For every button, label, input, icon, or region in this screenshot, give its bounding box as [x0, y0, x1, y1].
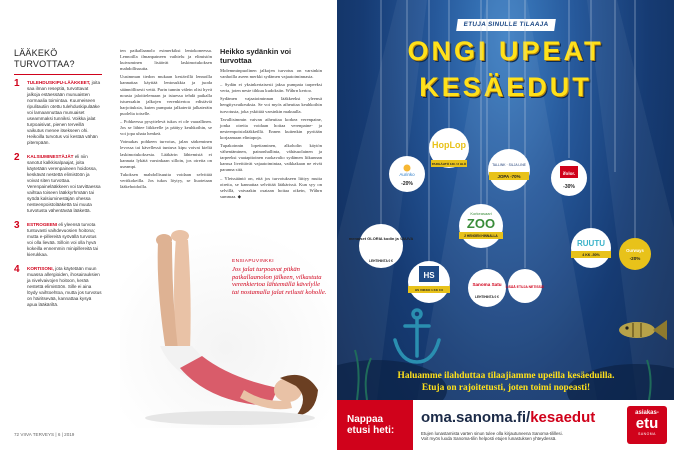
gloria-offer: LEHTIHINTA 0 €	[369, 259, 393, 263]
korkeasaari-bait[interactable]	[459, 204, 503, 248]
ifolor-bait[interactable]	[551, 160, 587, 196]
tip-text: jota käytetään muun muassa allergioiden, ihosairauksien ja nivelvaivojen hoitoon, kerää nestettä elimistöön. Sille ei aina löydy vaihtoehtoa, mutta jos turvotus on häiritsevää, kannattaa kysyä apua lääkäriltä.	[27, 266, 102, 307]
woman-legs-raised-illustration	[120, 228, 332, 428]
satu-name: Sanoma Satu	[472, 282, 502, 287]
sidebar-divider	[14, 74, 102, 75]
aurinko-bait[interactable]	[389, 156, 425, 192]
tip-number: 2	[14, 152, 20, 163]
headline-line-1: ONGI UPEAT	[407, 36, 604, 66]
satu-bait[interactable]	[468, 269, 506, 307]
tip-heading: KORTISONI,	[27, 266, 54, 271]
ruutu-offer: 4 KK -50%	[582, 253, 600, 257]
tip-number: 4	[14, 264, 20, 275]
promo-page	[337, 0, 674, 450]
paragraph: Sydämen vajaatoiminnan lääkkeeksi yleensä hengitysvaikeuksia. Se voi myös aiheuttaa keuhkoihin turvotusta, joka yskittää varsinkin makuulla.	[220, 96, 322, 114]
paragraph: Tupakoinnin lopettaminen, alkoholin käytön vähentäminen, painonhallinta, vähäsuolainen ja tarpeeksi vaatapitoinen ruokavalio sydämen liikunnan kanssa liveittävät vajaatoimintaa, vaikkakaan ne eivät paranna sitä.	[220, 143, 322, 173]
medicine-sidebar	[14, 48, 102, 316]
paragraph: Tukoksen mahdollisuutta voidaan selvittää veritkokeilla. Jos tukos löytyy, se liuotetaan lääkehoidoilla.	[120, 171, 212, 189]
gloria-name: menaiset GLORIA kodin ja VAUVA	[348, 236, 414, 241]
legs-up-photo	[120, 228, 332, 428]
url-host: oma.sanoma.fi/	[421, 409, 531, 426]
headline-line-2: KESÄEDUT	[419, 72, 592, 102]
gloria-bait[interactable]	[349, 224, 414, 268]
fine-print: Etujen lunastamista varten sinun tulee olla kirjautuneena Sanoma-tilillesi. Voit myös luoda Sanoma-tilin helposti etujen lunastuksen yhteydessä.	[421, 431, 563, 442]
ruutu-name: RUUTU	[577, 239, 605, 248]
promo-message	[351, 370, 661, 394]
hoplop-name: HopLop	[432, 140, 466, 150]
hs-offer: HS VIIKKO 1 KK 0 €	[414, 288, 444, 292]
ourways-name: Ourways	[626, 248, 644, 253]
ifolor-name: ifolor.	[562, 171, 576, 176]
paragraph: – Yleissääntö on, että jos turvotukseen liittyy muita oireita, se kannattaa selvittää lääkärissä. Kun syy on selvillä, vaivaakin osataan hoitaa oikein, Wåhrn summaa. ◆	[220, 175, 322, 199]
ifolor-offer: -30%	[563, 184, 575, 190]
fishing-scene	[337, 0, 674, 400]
subscriber-ribbon: ETUJA SINULLE TILAAJA	[456, 19, 556, 31]
section-heading: Heikko sydänkin voi turvottaa	[220, 47, 292, 65]
first-aid-tip	[232, 259, 328, 296]
aurinko-offer: -20%	[401, 181, 413, 187]
tip-2	[14, 154, 102, 214]
satu-offer: LEHTIHINTA 0 €	[475, 295, 499, 299]
tip-label: ENSIAPUVINKKI	[232, 259, 274, 264]
tip-heading: TULEHDUSKIPU-LÄÄKKEET,	[27, 80, 91, 85]
paragraph: – Pohkeessa pysyttelevä tukos ei ole vaarallinen. Jos se lähtee liikkeelle ja päätyy keuhkoihin, se voi jopa uhata henkeä.	[120, 119, 212, 137]
paragraph: Molemminpuolinen jalkojen turvotus on varsinkin vanhoilla aseen merkki sydämen vajaatoiminnasta.	[220, 68, 322, 80]
tallink-offer: JOPA -70%	[497, 174, 521, 179]
promo-line-2: Etuja on rajoitetusti, joten toimi nopeasti!	[421, 383, 591, 393]
promo-footer	[337, 400, 674, 450]
paragraph: Voimakas pohkeen turvotus, jalan särkeminen levossa tai kävellessä tuntuva kipu voivat kieliä laskimotukoksesta. Lääkärin lähtemistä ei kannata lykätä varsinkaan silloin, jos oireita on useampi.	[120, 139, 212, 169]
cta-line-1: Nappaa	[347, 414, 384, 425]
page-folio: 72 VIIVA TERVEYS | 6 | 2019	[14, 432, 75, 437]
tip-heading: KALSIUMINESTÄJÄT	[27, 154, 74, 159]
tip-heading: ESTROGEENI	[27, 222, 58, 227]
fish-icon	[619, 320, 667, 340]
tip-number: 3	[14, 220, 20, 231]
cta-line-2: etusi heti:	[347, 425, 395, 436]
korkeasaari-name: Korkeasaari	[470, 211, 492, 216]
article-column-2	[220, 48, 322, 202]
promo-line-1: Haluamme ilahduttaa tilaajiamme upeilla kesäeduilla.	[397, 371, 615, 381]
paragraph: – Sydän ei yksinkertaisesti jaksa pumpata tarpeeksi verta, joten neste tihkuu kudoksiin. Wåhrn kertoo.	[220, 82, 322, 94]
tip-text: eli niin sanotut kalkkisalpaajat, joita käytetään verenpaineen hoidossa, keskävät nestettä elimistöön ja voivat siten turvottaa. Verenpainelääkkeen voi tarvittaessa vaihtaa toiseen lääkkyrhmään tai syödä kalsiuminestäjän ohessa nesteenpoistolääkettä tai muuta turvotusta vähentävää lääkettä.	[27, 154, 101, 213]
hoplop-bait[interactable]	[429, 128, 469, 168]
more-offers-bait[interactable]	[506, 269, 545, 303]
tallink-bait[interactable]	[488, 149, 530, 191]
tip-4	[14, 266, 102, 308]
asiakasetu-logo: asiakas- etu SANOMA	[627, 406, 667, 444]
hs-name: HS	[423, 271, 435, 280]
tip-1	[14, 80, 102, 146]
tip-number: 1	[14, 78, 20, 89]
sidebar-title: LÄÄKEKÖ TURVOTTAA?	[14, 48, 75, 69]
aurinko-name: Aurinko	[399, 172, 415, 177]
hoplop-offer: PARILÄHTÖ 12€ / 2 HLÖ	[431, 162, 467, 166]
paragraph: Tavallisimmin vaivan aiheuttaa korkea verenpaine, jonka oireita voidaan hoitaa verenpaine- ja nesteenpoistolääkkeillä. Ennen kuitenkin pyritään korjaamaan elintapoja.	[220, 116, 322, 140]
tip-3	[14, 222, 102, 258]
tip-text: joita saa ilman reseptiä, turvottavat jalkoja estäessään munuaisten normaalia toimintaa. Kuumeiseen ripulitautiin otettu tulehduskipulääke voi lamaannuttaa munuaiset useammaksi tunniksi. Voikka jalat turpoaisivat, pienen terveillä vaikutus menee itsekseen ohi. Heikoilla turvotus voi kestää vähän pitempään.	[27, 80, 101, 145]
paragraph: Uusimman tiedon mukaan kestävillä lennoilla kannattaa käyttää lentosukkia ja juoda säännöllisesti vettä. Parin tunnin välein olisi hyvä nousta jaloittelemaan ja istuessa tehdä paikalla istuessakin jalkojen verenkiertoa edistäviä harjoituksia, kuten pumpata jalkateriä jalkateräin puolelta toiselle.	[120, 74, 212, 116]
hs-bait[interactable]	[408, 261, 450, 303]
korkeasaari-zoo: ZOO	[466, 216, 496, 231]
url-path: kesaedut	[530, 409, 596, 426]
more-offers-text: LISÄÄ ETUJA NETISSÄ!	[505, 285, 545, 289]
ruutu-bait[interactable]	[571, 228, 611, 268]
korkeasaari-offer: 2 HENGEN HINNALLA	[464, 234, 498, 238]
tip-text: eli yleensä turvota tuntuvasti vaihdevuosien hoitona; mutta e-pillereitä syövällä turvotus voi olla lievää. Silloin voi olla hyvä kokeilla ennemmin minipillereitä tai kierukkaa.	[27, 222, 98, 257]
ourways-bait[interactable]	[619, 238, 651, 270]
tallink-name: TALLINK · SILJA LINE	[492, 163, 526, 167]
ourways-offer: -20%	[629, 256, 641, 261]
paragraph: ten paikallaanolo esimerkiksi lentokoneessa. Lennoilla ilmanpaineen vaihtelu ja elimistön kuivuminen lisäävät laskimotukoksen mahdollisuutta.	[120, 48, 212, 72]
cta-box	[337, 400, 413, 450]
article-column-1	[120, 48, 212, 192]
tip-quote: Jos jalat turpoavat pitkän paikallaanolon jälkeen, vilkastuta verenkiertoa lähtemällä kävelylle tai nostamalla jalat reilusti koholle.	[232, 266, 327, 296]
anchor-icon	[395, 310, 439, 362]
offer-url-link[interactable]	[421, 409, 595, 426]
